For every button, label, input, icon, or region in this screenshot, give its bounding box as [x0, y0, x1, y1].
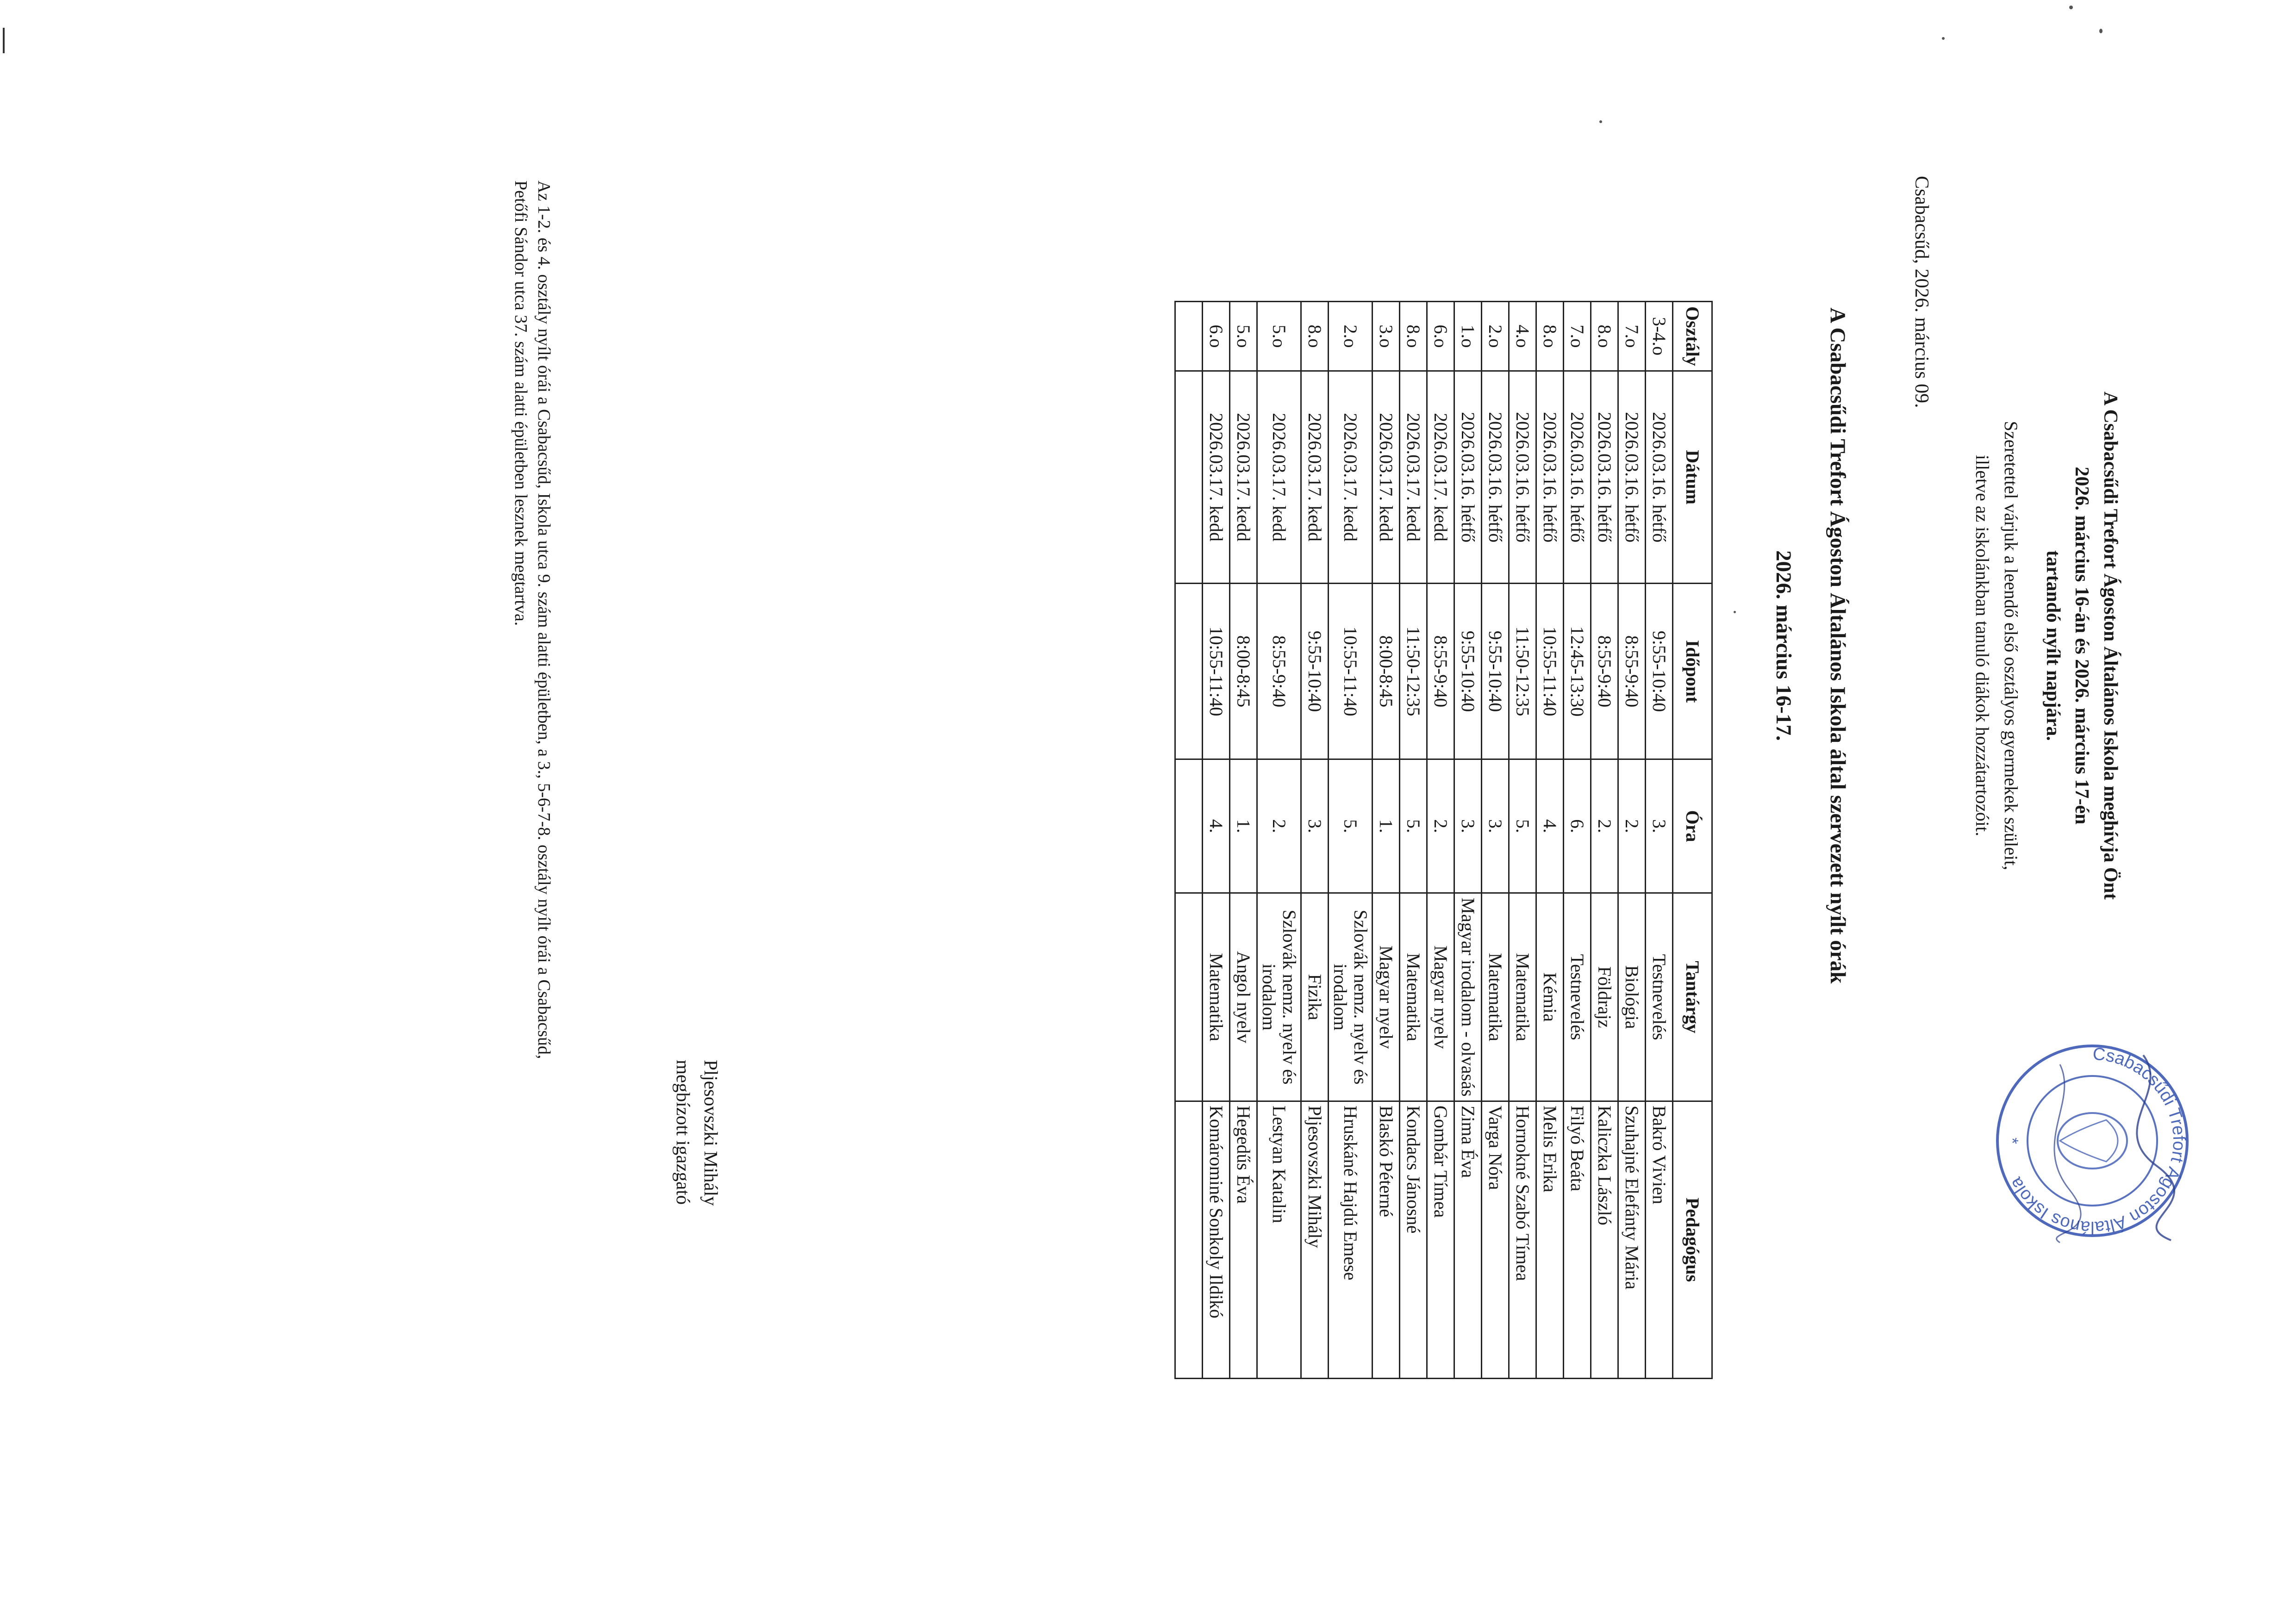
time-cell: 11:50-12:35: [1400, 584, 1427, 759]
teacher-cell: Lestyan Katalin: [1257, 1101, 1301, 1378]
time-cell: [1175, 584, 1203, 759]
period-cell: 5.: [1329, 759, 1373, 893]
time-cell: 12:45-13:30: [1564, 584, 1591, 759]
class-cell: 1.o: [1454, 302, 1482, 371]
invitation-event-line: tartandó nyílt napjára.: [2042, 550, 2064, 741]
time-cell: 8:55-9:40: [1618, 584, 1646, 759]
teacher-cell: Filyó Beáta: [1564, 1101, 1591, 1378]
period-cell: 2.: [1257, 759, 1301, 893]
date-cell: 2026.03.17. kedd: [1301, 371, 1329, 583]
period-cell: 2.: [1427, 759, 1454, 893]
class-cell: [1175, 302, 1203, 371]
subject-cell: Matematika: [1203, 893, 1230, 1101]
period-cell: 3.: [1301, 759, 1329, 893]
column-header-period: Óra: [1673, 759, 1712, 893]
subject-cell: Magyar nyelv: [1427, 893, 1454, 1101]
time-cell: 8:55-9:40: [1257, 584, 1301, 759]
teacher-cell: Hruskáné Hajdú Emese: [1329, 1101, 1373, 1378]
invitation-date-line: 2026. március 16-án és 2026. március 17-én: [2071, 466, 2092, 825]
date-cell: 2026.03.17. kedd: [1427, 371, 1454, 583]
invitation-school-line: A Csabacsűdi Trefort Ágoston Általános Iskola meghívja Önt: [2100, 392, 2121, 900]
date-cell: 2026.03.16. hétfő: [1591, 371, 1618, 583]
table-row: [1536, 302, 1564, 1379]
period-cell: 3.: [1646, 759, 1673, 893]
subject-cell: Testnevelés: [1564, 893, 1591, 1101]
date-cell: 2026.03.17. kedd: [1400, 371, 1427, 583]
time-cell: 9:55-10:40: [1301, 584, 1329, 759]
teacher-cell: Bakró Vivien: [1646, 1101, 1673, 1378]
date-cell: 2026.03.16. hétfő: [1536, 371, 1564, 583]
table-row: [1203, 302, 1230, 1379]
class-cell: 8.o: [1591, 302, 1618, 371]
subject-cell: Matematika: [1482, 893, 1509, 1101]
date-cell: 2026.03.17. kedd: [1230, 371, 1257, 583]
table-row: [1301, 302, 1329, 1379]
teacher-cell: Kondacs Jánosné: [1400, 1101, 1427, 1378]
teacher-cell: Blaskó Péterné: [1373, 1101, 1400, 1378]
table-row: [1618, 302, 1646, 1379]
teacher-cell: Gombár Tímea: [1427, 1101, 1454, 1378]
scan-speck: [2099, 29, 2103, 33]
table-row: [1427, 302, 1454, 1379]
welcome-line: Szeretettel várjuk a leendő első osztályos gyermekek szüleit,: [2001, 421, 2021, 871]
school-stamp: [1986, 1037, 2199, 1245]
period-cell: 2.: [1618, 759, 1646, 893]
subject-cell: Matematika: [1400, 893, 1427, 1101]
period-cell: [1175, 759, 1203, 893]
teacher-cell: Szuhajné Elefánty Mária: [1618, 1101, 1646, 1378]
period-cell: 6.: [1564, 759, 1591, 893]
table-row: [1509, 302, 1536, 1379]
schedule-title: A Csabacsűdi Trefort Ágoston Általános Iskola által szervezett nyílt órák: [1826, 307, 1850, 984]
period-cell: 4.: [1536, 759, 1564, 893]
table-row: [1454, 302, 1482, 1379]
date-cell: [1175, 371, 1203, 583]
class-cell: 3.o: [1373, 302, 1400, 371]
subject-cell: Matematika: [1509, 893, 1536, 1101]
column-header-class: Osztály: [1673, 302, 1712, 371]
scan-edge-mark: [3, 28, 5, 53]
time-cell: 10:55-11:40: [1203, 584, 1230, 759]
location-footnote: [509, 180, 555, 1384]
subject-cell: Testnevelés: [1646, 893, 1673, 1101]
period-cell: 2.: [1591, 759, 1618, 893]
teacher-cell: Hegedűs Éva: [1230, 1101, 1257, 1378]
teacher-cell: Pljesovszki Mihály: [1301, 1101, 1329, 1378]
date-cell: 2026.03.16. hétfő: [1646, 371, 1673, 583]
svg-text:*: *: [2003, 1137, 2022, 1144]
period-cell: 5.: [1400, 759, 1427, 893]
date-cell: 2026.03.17. kedd: [1203, 371, 1230, 583]
period-cell: 5.: [1509, 759, 1536, 893]
subject-cell: [1175, 893, 1203, 1101]
welcome-line: illetve az iskolánkban tanuló diákok hozzátartozóit.: [1972, 454, 1993, 837]
teacher-cell: Hornokné Szabó Tímea: [1509, 1101, 1536, 1378]
invitation-welcome: [1968, 102, 2025, 1189]
date-cell: 2026.03.16. hétfő: [1618, 371, 1646, 583]
class-cell: 7.o: [1618, 302, 1646, 371]
period-cell: 3.: [1482, 759, 1509, 893]
table-row: [1329, 302, 1373, 1379]
period-cell: 4.: [1203, 759, 1230, 893]
period-cell: 3.: [1454, 759, 1482, 893]
time-cell: 10:55-11:40: [1536, 584, 1564, 759]
time-cell: 11:50-12:35: [1509, 584, 1536, 759]
subject-cell: Fizika: [1301, 893, 1329, 1101]
class-cell: 8.o: [1301, 302, 1329, 371]
date-cell: 2026.03.16. hétfő: [1454, 371, 1482, 583]
teacher-cell: Melis Erika: [1536, 1101, 1564, 1378]
footnote-line: Az 1-2. és 4. osztály nyílt órái a Csabacsűd, Iskola utca 9. szám alatti épületben, a 3., 5-6-7-8. osztály nyílt órái a Csabacsűd,: [534, 180, 554, 1059]
teacher-cell: Komárominé Sonkoly Ildikó: [1203, 1101, 1230, 1378]
subject-cell: Angol nyelv: [1230, 893, 1257, 1101]
class-cell: 4.o: [1509, 302, 1536, 371]
table-row: [1175, 302, 1203, 1379]
signatory-name: Pljesovszki Mihály: [700, 1060, 722, 1206]
svg-text:Csabacsűdi Trefort Ágoston Ált: [2006, 1045, 2189, 1237]
rotated-document: [511, 102, 2203, 1444]
date-cell: 2026.03.16. hétfő: [1482, 371, 1509, 583]
class-cell: 3-4.o: [1646, 302, 1673, 371]
class-cell: 5.o: [1230, 302, 1257, 371]
date-cell: 2026.03.17. kedd: [1373, 371, 1400, 583]
class-cell: 7.o: [1564, 302, 1591, 371]
teacher-cell: Varga Nóra: [1482, 1101, 1509, 1378]
time-cell: 9:55-10:40: [1482, 584, 1509, 759]
table-header-row: [1673, 302, 1712, 1379]
subject-cell: Földrajz: [1591, 893, 1618, 1101]
signatory-title: megbízott igazgató: [673, 1060, 694, 1205]
class-cell: 5.o: [1257, 302, 1301, 371]
column-header-subject: Tantárgy: [1673, 893, 1712, 1101]
time-cell: 8:00-8:45: [1230, 584, 1257, 759]
invitation-heading: [2039, 102, 2125, 1189]
time-cell: 8:00-8:45: [1373, 584, 1400, 759]
period-cell: 1.: [1230, 759, 1257, 893]
table-row: [1400, 302, 1427, 1379]
subject-cell: Szlovák nemz. nyelv és irodalom: [1257, 893, 1301, 1101]
table-row: [1230, 302, 1257, 1379]
time-cell: 10:55-11:40: [1329, 584, 1373, 759]
teacher-cell: [1175, 1101, 1203, 1378]
date-cell: 2026.03.17. kedd: [1329, 371, 1373, 583]
class-cell: 8.o: [1400, 302, 1427, 371]
date-cell: 2026.03.16. hétfő: [1509, 371, 1536, 583]
date-cell: 2026.03.17. kedd: [1257, 371, 1301, 583]
table-row: [1591, 302, 1618, 1379]
place-and-date: Csabacsűd, 2026. március 09.: [1911, 176, 1932, 408]
class-cell: 2.o: [1329, 302, 1373, 371]
teacher-cell: Kaliczka László: [1591, 1101, 1618, 1378]
scan-speck: [1942, 37, 1945, 40]
period-cell: 1.: [1373, 759, 1400, 893]
table-row: [1564, 302, 1591, 1379]
open-lessons-table: [1174, 301, 1713, 1379]
class-cell: 2.o: [1482, 302, 1509, 371]
class-cell: 6.o: [1203, 302, 1230, 371]
table-row: [1482, 302, 1509, 1379]
table-body: [1175, 302, 1673, 1379]
class-cell: 8.o: [1536, 302, 1564, 371]
subject-cell: Kémia: [1536, 893, 1564, 1101]
table-row: [1257, 302, 1301, 1379]
date-cell: 2026.03.16. hétfő: [1564, 371, 1591, 583]
class-cell: 6.o: [1427, 302, 1454, 371]
scan-speck: [2069, 6, 2073, 9]
subject-cell: Magyar nyelv: [1373, 893, 1400, 1101]
column-header-time: Időpont: [1673, 584, 1712, 759]
subject-cell: Biológia: [1618, 893, 1646, 1101]
time-cell: 8:55-9:40: [1427, 584, 1454, 759]
time-cell: 8:55-9:40: [1591, 584, 1618, 759]
stamp-ring-text: Csabacsűdi Trefort Ágoston Általános Iskola: [2006, 1044, 2189, 1237]
subject-cell: Magyar irodalom - olvasás: [1454, 893, 1482, 1101]
teacher-cell: Zima Éva: [1454, 1101, 1482, 1378]
column-header-date: Dátum: [1673, 371, 1712, 583]
subject-cell: Szlovák nemz. nyelv és irodalom: [1329, 893, 1373, 1101]
footnote-line: Petőfi Sándor utca 37. szám alatti épületben lesznek megtartva.: [511, 180, 530, 626]
time-cell: 9:55-10:40: [1646, 584, 1673, 759]
table-row: [1646, 302, 1673, 1379]
schedule-dates: 2026. március 16-17.: [1772, 550, 1796, 741]
time-cell: 9:55-10:40: [1454, 584, 1482, 759]
table-row: [1373, 302, 1400, 1379]
column-header-teacher: Pedagógus: [1673, 1101, 1712, 1378]
